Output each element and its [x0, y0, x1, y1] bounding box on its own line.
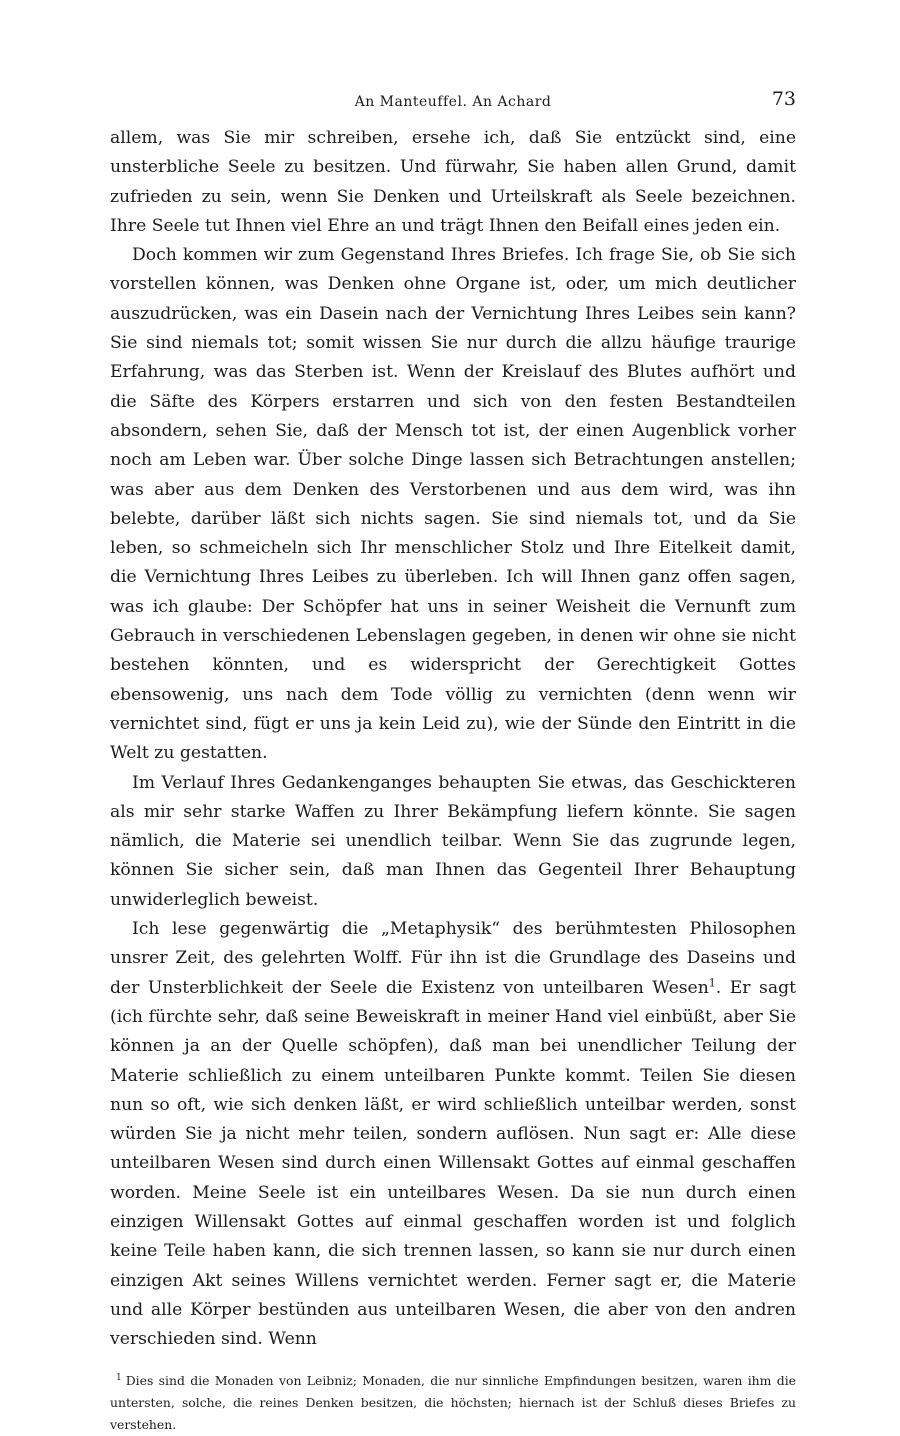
paragraph-1: allem, was Sie mir schreiben, ersehe ich, daß Sie entzückt sind, eine unsterbliche Seele zu besitzen. Und fürwahr, Sie haben allen Grund, damit zufrieden zu sein, wenn Sie Denken und Urteilskraft als Seele bezeichnen. Ihre Seele tut Ihnen viel Ehre an und trägt Ihnen den Beifall eines jeden ein. [110, 128, 796, 236]
footnote [110, 1370, 796, 1436]
running-head [110, 84, 796, 124]
book-page [110, 84, 796, 1436]
footnote-mark: 1 [116, 1373, 122, 1384]
paragraph-4-part-b: . Er sagt (ich fürchte sehr, daß seine Beweiskraft in meiner Hand viel einbüßt, aber Sie können ja an der Quelle schöpfen), daß man bei unendlicher Teilung der Materie schließlich zu einem unteilbaren Punkte kommt. Teilen Sie diesen nun so oft, wie sich denken läßt, er wird schließlich unteilbar werden, sonst würden Sie ja nicht mehr teilen, sondern auflösen. Nun sagt er: Alle diese unteilbaren Wesen sind durch einen Willensakt Gottes auf einmal geschaffen worden. Meine Seele ist ein unteilbares Wesen. Da sie nun durch einen einzigen Willensakt Gottes auf einmal geschaffen worden ist und folglich keine Teile haben kann, die sich trennen lassen, so kann sie nur durch einen einzigen Akt seines Willens vernichtet werden. Ferner sagt er, die Materie und alle Körper bestünden aus unteilbaren Wesen, die aber von den andren verschieden sind. Wenn [110, 977, 796, 1350]
paragraph-2: Doch kommen wir zum Gegenstand Ihres Briefes. Ich frage Sie, ob Sie sich vorstellen können, was Denken ohne Organe ist, oder, um mich deutlicher auszudrücken, was ein Dasein nach der Vernichtung Ihres Leibes sein kann? Sie sind niemals tot; somit wissen Sie nur durch die allzu häufige traurige Erfahrung, was das Sterben ist. Wenn der Kreislauf des Blutes aufhört und die Säfte des Körpers erstarren und sich von den festen Bestandteilen absondern, sehen Sie, daß der Mensch tot ist, der einen Augenblick vorher noch am Leben war. Über solche Dinge lassen sich Betrachtungen anstellen; was aber aus dem Denken des Verstorbenen und aus dem wird, was ihn belebte, darüber läßt sich nichts sagen. Sie sind niemals tot, und da Sie leben, so schmeicheln sich Ihr menschlicher Stolz und Ihre Eitelkeit damit, die Vernichtung Ihres Leibes zu überleben. Ich will Ihnen ganz offen sagen, was ich glaube: Der Schöpfer hat uns in seiner Weisheit die Vernunft zum Gebrauch in verschiedenen Lebenslagen gegeben, in denen wir ohne sie nicht bestehen könnten, und es widerspricht der Gerechtigkeit Gottes ebensowenig, uns nach dem Tode völlig zu vernichten (denn wenn wir vernichtet sind, fügt er uns ja kein Leid zu), wie der Sünde den Eintritt in die Welt zu gestatten. [110, 245, 796, 764]
paragraph-4-part-a: Ich lese gegenwärtig die „Metaphysik“ des berühmtesten Philosophen unsrer Zeit, des gelehrten Wolff. Für ihn ist die Grundlage des Daseins und der Unsterblichkeit der Seele die Existenz von unteilbaren Wesen [110, 919, 796, 998]
body-text [110, 124, 796, 1354]
footnote-reference[interactable]: 1 [708, 975, 716, 989]
paragraph-4 [110, 915, 796, 1354]
running-title: An Manteuffel. An Achard [354, 94, 552, 110]
page-number: 73 [771, 88, 796, 110]
footnote-text: Dies sind die Monaden von Leibniz; Monaden, die nur sinnliche Empfindungen besitzen, waren ihm die untersten, solche, die reines Denken besitzen, die höchsten; hiernach ist der Schluß dieses Briefes zu verstehen. [110, 1373, 796, 1433]
paragraph-3: Im Verlauf Ihres Gedankenganges behaupten Sie etwas, das Geschickteren als mir sehr starke Waffen zu Ihrer Bekämpfung liefern könnte. Sie sagen nämlich, die Materie sei unendlich teilbar. Wenn Sie das zugrunde legen, können Sie sicher sein, daß man Ihnen das Gegenteil Ihrer Behauptung unwiderleglich beweist. [110, 772, 796, 910]
